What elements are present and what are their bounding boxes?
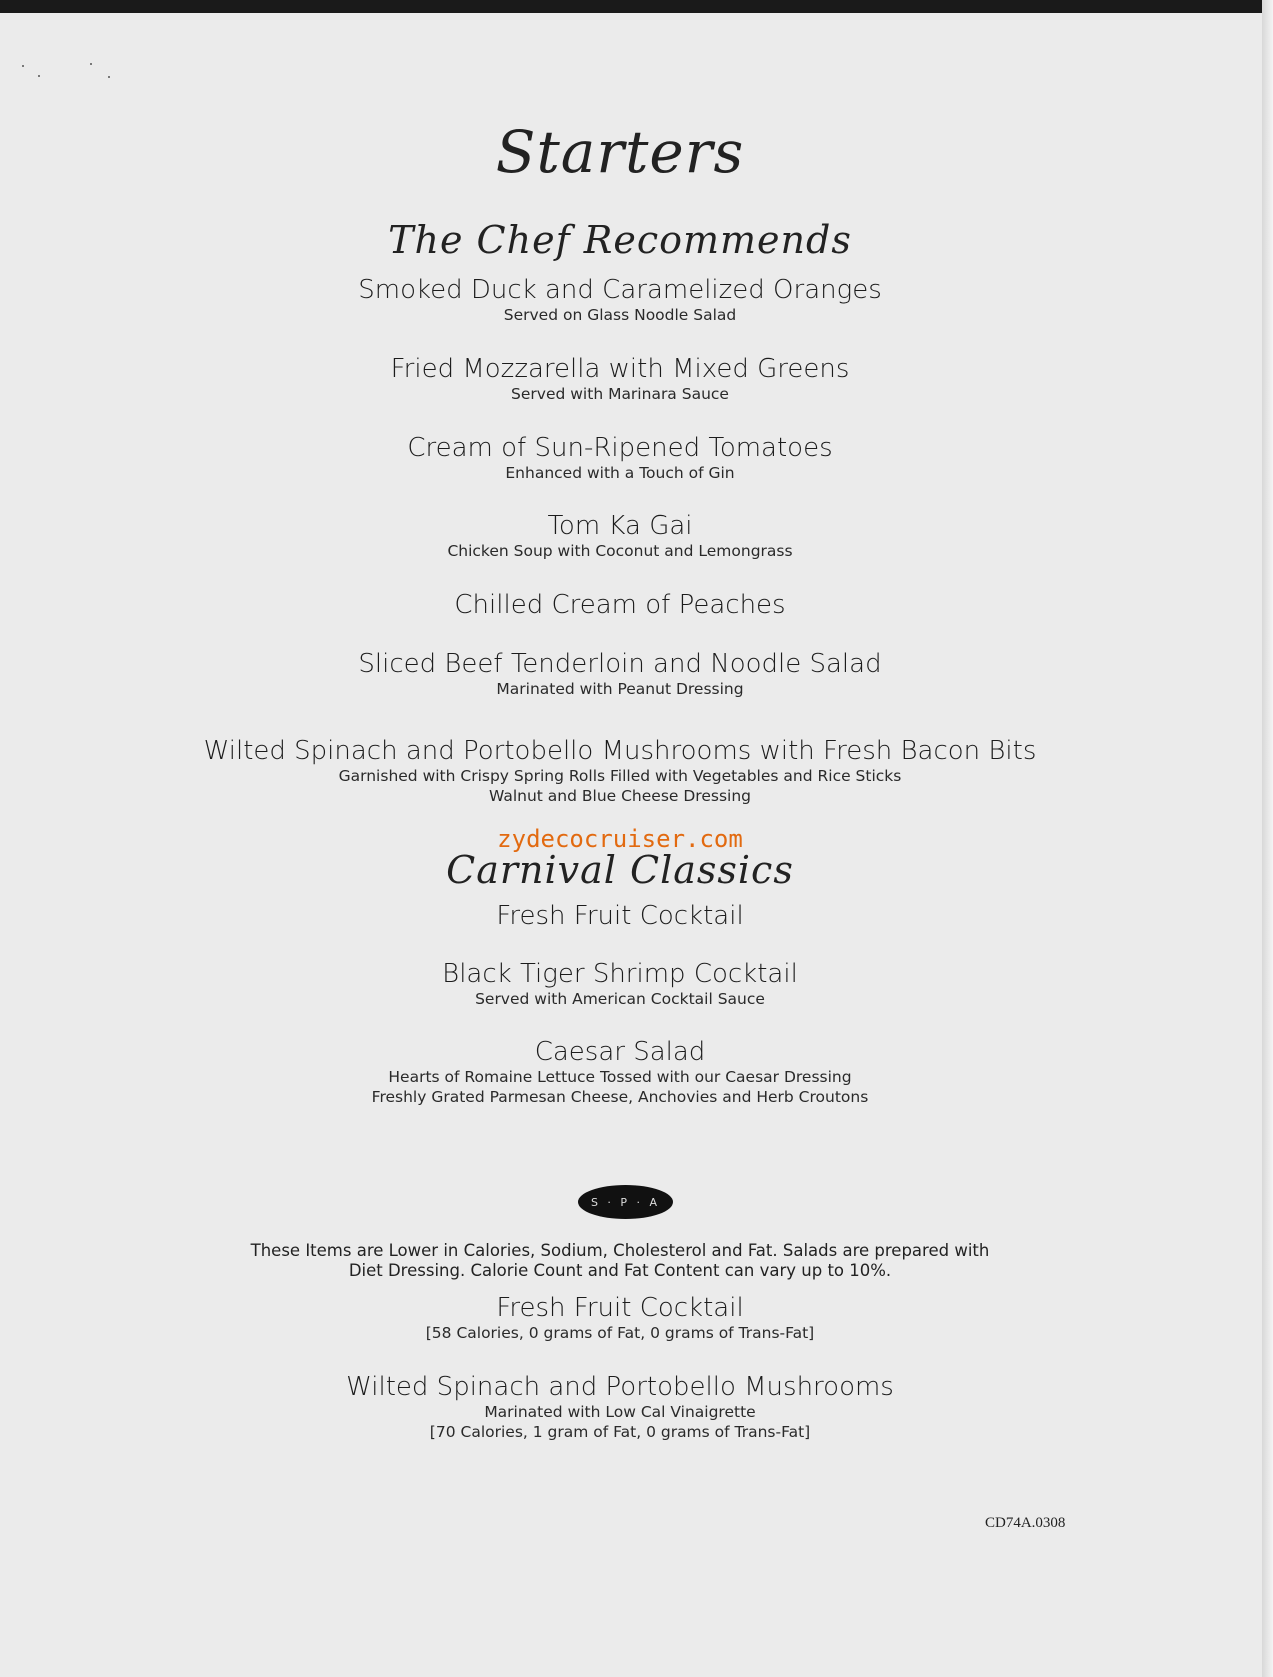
item-name: Cream of Sun-Ripened Tomatoes [407, 433, 833, 463]
menu-item [0, 1293, 1240, 1343]
item-description: Marinated with Peanut Dressing [496, 680, 744, 698]
menu-code: CD74A.0308 [985, 1515, 1066, 1531]
menu-item [0, 590, 1240, 620]
item-description: Garnished with Crispy Spring Rolls Filled with Vegetables and Rice Sticks [338, 767, 902, 785]
item-name: Wilted Spinach and Portobello Mushrooms [346, 1372, 894, 1402]
spa-logo: S · P · A [578, 1185, 673, 1219]
item-name: Fried Mozzarella with Mixed Greens [390, 354, 850, 384]
item-name: Fresh Fruit Cocktail [496, 1293, 744, 1323]
item-name: Fresh Fruit Cocktail [496, 901, 744, 931]
menu-item [0, 901, 1240, 931]
spa-note [0, 1241, 1240, 1281]
watermark: zydecocruiser.com [497, 825, 743, 853]
item-description: Chicken Soup with Coconut and Lemongrass [447, 542, 793, 560]
item-name: Black Tiger Shrimp Cocktail [442, 959, 798, 989]
item-description: Marinated with Low Cal Vinaigrette [484, 1403, 756, 1421]
item-description: Served on Glass Noodle Salad [503, 306, 737, 324]
item-name: Wilted Spinach and Portobello Mushrooms with Fresh Bacon Bits [203, 736, 1037, 766]
menu-item [0, 354, 1240, 404]
item-name: Chilled Cream of Peaches [454, 590, 786, 620]
menu-item [0, 1037, 1240, 1107]
item-name: Tom Ka Gai [547, 511, 693, 541]
item-name: Smoked Duck and Caramelized Oranges [358, 275, 882, 305]
section-title-carnival-classics: Carnival Classics [446, 848, 794, 892]
item-description: [70 Calories, 1 gram of Fat, 0 grams of Trans-Fat] [429, 1423, 811, 1441]
menu-item [0, 959, 1240, 1009]
item-description: Freshly Grated Parmesan Cheese, Anchovies and Herb Croutons [371, 1088, 869, 1106]
menu-item [0, 1372, 1240, 1442]
item-description: Enhanced with a Touch of Gin [505, 464, 735, 482]
item-description: Hearts of Romaine Lettuce Tossed with our Caesar Dressing [388, 1068, 852, 1086]
menu-item [0, 433, 1240, 483]
menu-item [0, 736, 1240, 806]
menu-item [0, 275, 1240, 325]
item-description: Walnut and Blue Cheese Dressing [489, 787, 751, 805]
menu-item [0, 511, 1240, 561]
item-description: Served with Marinara Sauce [511, 385, 729, 403]
item-description: Served with American Cocktail Sauce [475, 990, 765, 1008]
spa-note-line: These Items are Lower in Calories, Sodium, Cholesterol and Fat. Salads are prepared with [250, 1241, 990, 1260]
item-description: [58 Calories, 0 grams of Fat, 0 grams of Trans-Fat] [425, 1324, 815, 1342]
item-name: Sliced Beef Tenderloin and Noodle Salad [358, 649, 882, 679]
spa-note-line: Diet Dressing. Calorie Count and Fat Content can vary up to 10%. [348, 1261, 892, 1280]
menu-title: Starters [495, 118, 745, 186]
menu-item [0, 649, 1240, 699]
section-title-chef-recommends: The Chef Recommends [388, 218, 852, 262]
scan-edge [1262, 0, 1273, 1677]
item-name: Caesar Salad [534, 1037, 706, 1067]
scan-specks [20, 63, 120, 83]
